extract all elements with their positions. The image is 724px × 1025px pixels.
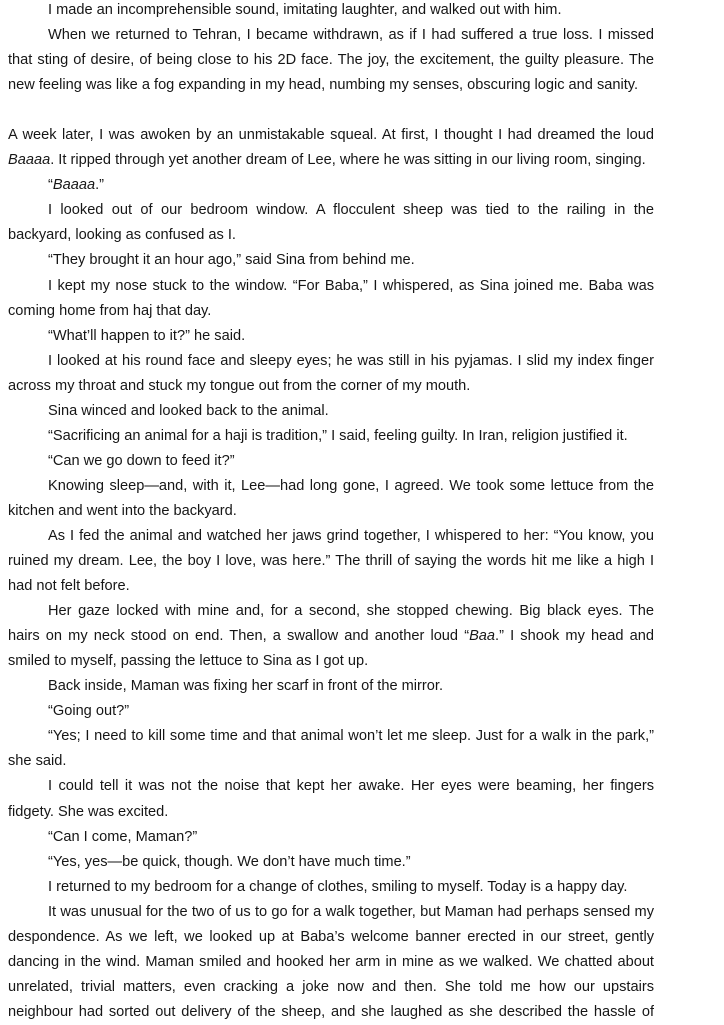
text-line <box>8 875 654 900</box>
text-line <box>8 173 654 198</box>
text-run: .” I shook my head and <box>495 628 654 645</box>
paragraph <box>8 850 654 875</box>
text-line <box>8 499 654 524</box>
text-line <box>8 825 654 850</box>
text-run: fidgety. She was excited. <box>8 803 169 820</box>
text-run: . It ripped through yet another dream of Lee, where he was sitting in our living room, singing. <box>50 152 646 169</box>
text-line <box>8 674 654 699</box>
text-run: Back inside, Maman was fixing her scarf in front of the mirror. <box>48 678 443 695</box>
text-line <box>8 148 654 173</box>
text-run: dancing in the wind. Maman smiled and hooked her arm in mine as we walked. We chatted about <box>8 953 654 970</box>
text-run: “Yes; I need to kill some time and that animal won’t let me sleep. Just for a walk in the park,” <box>48 728 654 745</box>
paragraph <box>8 474 654 524</box>
text-run: “What’ll happen to it?” he said. <box>48 327 246 344</box>
paragraph <box>8 875 654 900</box>
text-run: I returned to my bedroom for a change of clothes, smiling to myself. Today is a happy day. <box>48 878 628 895</box>
paragraph <box>8 399 654 424</box>
text-line <box>8 524 654 549</box>
text-run: “Yes, yes—be quick, though. We don’t have much time.” <box>48 853 411 870</box>
text-line <box>8 399 654 424</box>
text-line <box>8 699 654 724</box>
text-run: unrelated, trivial matters, even cracking a joke now and then. She told me how our upstairs <box>8 978 654 995</box>
text-run: “Can we go down to feed it?” <box>48 452 235 469</box>
text-run: hairs on my neck stood on end. Then, a swallow and another loud “ <box>8 628 470 645</box>
text-line <box>8 724 654 749</box>
paragraph <box>8 173 654 198</box>
paragraph <box>8 774 654 824</box>
text-line <box>8 749 654 774</box>
paragraph <box>8 198 654 248</box>
text-line <box>8 349 654 374</box>
text-run: backyard, looking as confused as I. <box>8 227 236 244</box>
text-run: coming home from haj that day. <box>8 302 212 319</box>
paragraph <box>8 274 654 324</box>
text-line <box>8 925 654 950</box>
text-run: I looked out of our bedroom window. A flocculent sheep was tied to the railing in the <box>48 202 654 219</box>
text-run: “Sacrificing an animal for a haji is tradition,” I said, feeling guilty. In Iran, religion justified it. <box>48 427 628 444</box>
paragraph <box>8 0 654 23</box>
text-line <box>8 299 654 324</box>
text-line <box>8 374 654 399</box>
italic-text: Baa <box>469 628 496 645</box>
text-line <box>8 1000 654 1025</box>
paragraph <box>8 324 654 349</box>
text-line <box>8 0 654 23</box>
text-run: new feeling was like a fog expanding in my head, numbing my senses, obscuring logic and sanity. <box>8 77 639 94</box>
text-line <box>8 850 654 875</box>
text-run: As I fed the animal and watched her jaws grind together, I whispered to her: “You know, you <box>48 527 654 544</box>
text-run: smiled to myself, passing the lettuce to Sina as I got up. <box>8 653 369 670</box>
text-run: “Can I come, Maman?” <box>48 828 198 845</box>
text-line <box>8 774 654 799</box>
paragraph <box>8 699 654 724</box>
text-line <box>8 624 654 649</box>
text-line <box>8 424 654 449</box>
paragraph <box>8 674 654 699</box>
text-run: had not felt before. <box>8 578 130 595</box>
text-run: I kept my nose stuck to the window. “For Baba,” I whispered, as Sina joined me. Baba was <box>48 277 654 294</box>
paragraph <box>8 900 654 1025</box>
text-run: It was unusual for the two of us to go for a walk together, but Maman had perhaps sensed my <box>48 903 654 920</box>
paragraph <box>8 123 654 173</box>
text-run: ruined my dream. Lee, the boy I love, was here.” The thrill of saying the words hit me like a high I <box>8 553 654 570</box>
text-line <box>8 123 654 148</box>
paragraph <box>8 524 654 599</box>
italic-text: Baaaa <box>52 177 96 194</box>
text-line <box>8 324 654 349</box>
text-line <box>8 73 654 98</box>
paragraph <box>8 23 654 98</box>
italic-text: Baaaa <box>8 152 51 169</box>
text-run: .” <box>95 177 104 194</box>
paragraph <box>8 724 654 774</box>
text-line <box>8 900 654 925</box>
text-run: “They brought it an hour ago,” said Sina from behind me. <box>48 252 415 269</box>
text-line <box>8 599 654 624</box>
text-run: Knowing sleep—and, with it, Lee—had long gone, I agreed. We took some lettuce from the <box>48 477 654 494</box>
text-run: despondence. As we left, we looked up at Baba’s welcome banner erected in our street, gently <box>8 928 654 945</box>
text-run: she said. <box>8 753 67 770</box>
paragraph <box>8 825 654 850</box>
text-run: neighbour had sorted out delivery of the sheep, and she laughed as she described the hassle of <box>8 1003 654 1020</box>
text-run: When we returned to Tehran, I became withdrawn, as if I had suffered a true loss. I missed <box>48 27 654 44</box>
text-line <box>8 48 654 73</box>
paragraph <box>8 599 654 674</box>
text-line <box>8 223 654 248</box>
paragraph <box>8 248 654 273</box>
paragraph <box>8 424 654 449</box>
text-line <box>8 198 654 223</box>
text-line <box>8 274 654 299</box>
text-line <box>8 23 654 48</box>
text-line <box>8 449 654 474</box>
section-break <box>8 98 654 123</box>
text-line <box>8 800 654 825</box>
text-run: Her gaze locked with mine and, for a second, she stopped chewing. Big black eyes. The <box>48 603 654 620</box>
text-run: “ <box>48 177 53 194</box>
text-run: I could tell it was not the noise that kept her awake. Her eyes were beaming, her fingers <box>48 778 654 795</box>
paragraph <box>8 449 654 474</box>
text-line <box>8 649 654 674</box>
text-run: Sina winced and looked back to the animal. <box>48 402 329 419</box>
text-line <box>8 474 654 499</box>
text-run: that sting of desire, of being close to his 2D face. The joy, the excitement, the guilty pleasure. The <box>8 52 654 69</box>
text-line <box>8 950 654 975</box>
page <box>8 0 654 1025</box>
text-run: I made an incomprehensible sound, imitating laughter, and walked out with him. <box>48 2 562 18</box>
text-run: I looked at his round face and sleepy eyes; he was still in his pyjamas. I slid my index finger <box>48 352 654 369</box>
text-line <box>8 975 654 1000</box>
text-run: across my throat and stuck my tongue out from the corner of my mouth. <box>8 377 471 394</box>
text-run: “Going out?” <box>48 703 130 720</box>
text-line <box>8 574 654 599</box>
text-run: kitchen and went into the backyard. <box>8 502 237 519</box>
text-line <box>8 549 654 574</box>
text-run: A week later, I was awoken by an unmistakable squeal. At first, I thought I had dreamed the loud <box>8 127 654 144</box>
paragraph <box>8 349 654 399</box>
text-line <box>8 248 654 273</box>
